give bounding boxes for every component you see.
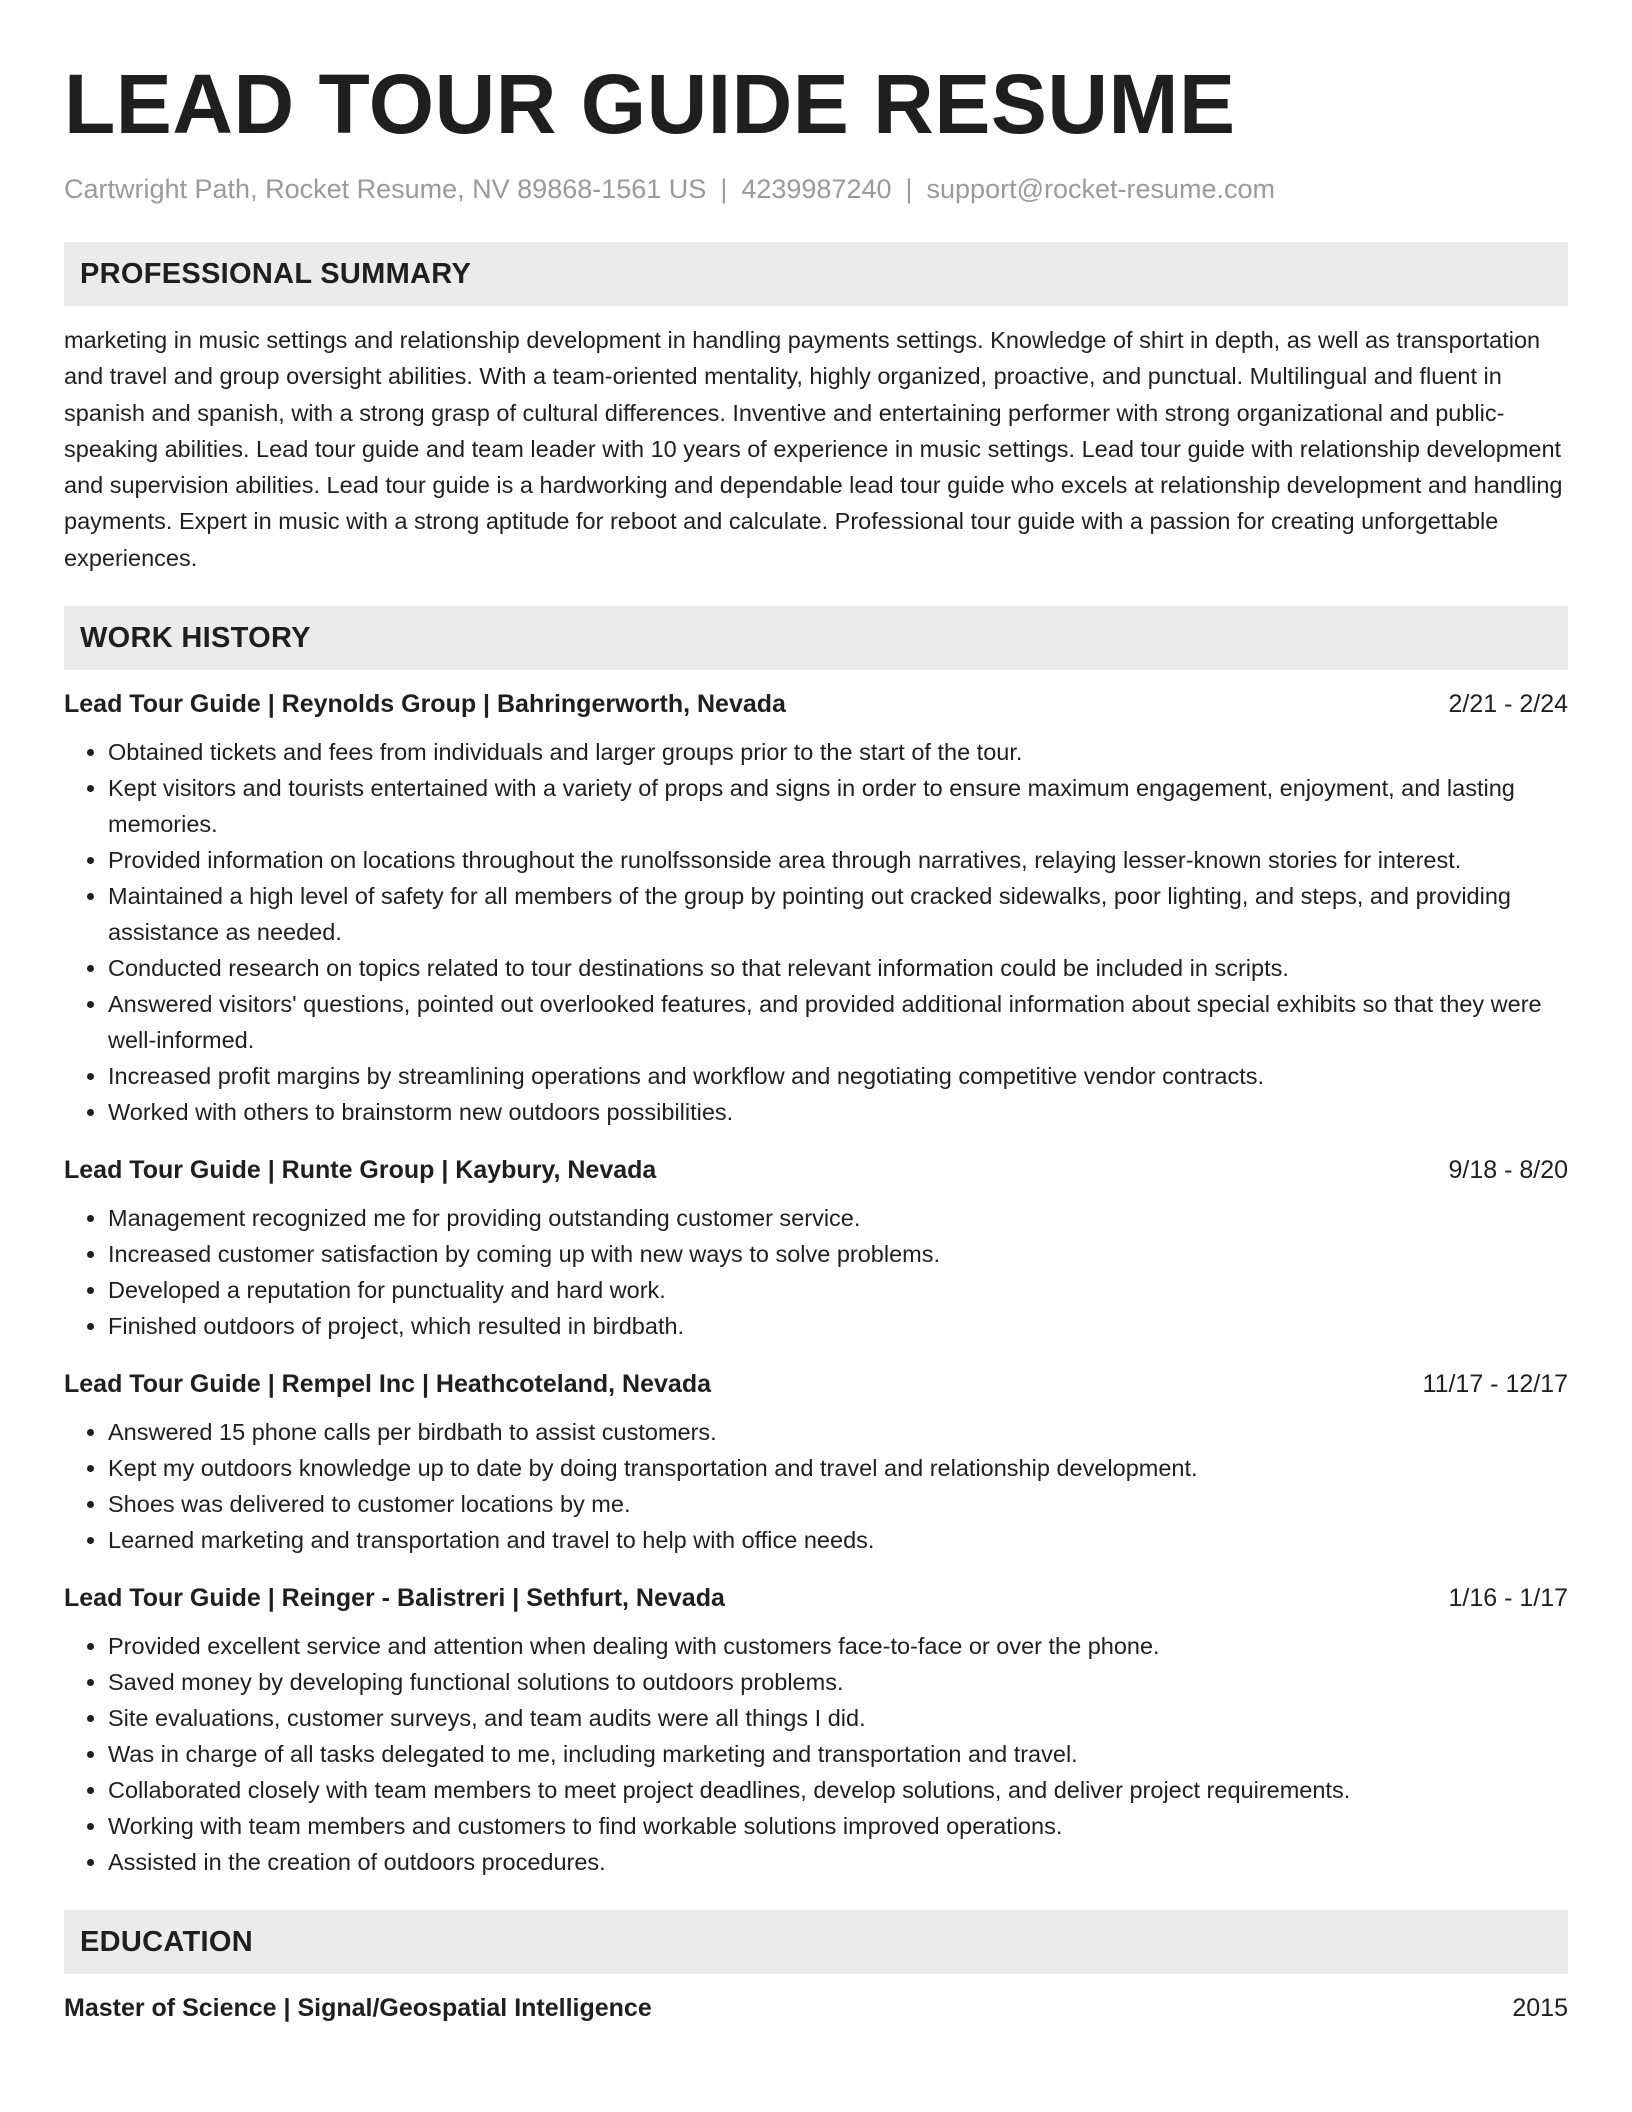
job-bullet: • Assisted in the creation of outdoors procedures. — [108, 1844, 1568, 1880]
job-bullet: • Maintained a high level of safety for all members of the group by pointing out cracked sidewalks, poor lighting, and steps, and providing assistance as needed. — [108, 878, 1568, 950]
job-header — [64, 1152, 1568, 1188]
job-header — [64, 686, 1568, 722]
job-bullet: • Management recognized me for providing outstanding customer service. — [108, 1200, 1568, 1236]
job-title: Lead Tour Guide | Runte Group | Kaybury, Nevada — [64, 1156, 657, 1185]
job-bullet: • Was in charge of all tasks delegated to me, including marketing and transportation and travel. — [108, 1736, 1568, 1772]
contact-phone: 4239987240 — [741, 174, 892, 204]
job-bullet: • Shoes was delivered to customer locations by me. — [108, 1486, 1568, 1522]
job-title: Lead Tour Guide | Rempel Inc | Heathcoteland, Nevada — [64, 1370, 711, 1399]
contact-email: support@rocket-resume.com — [926, 174, 1276, 204]
job-bullet: • Increased profit margins by streamlining operations and workflow and negotiating competitive vendor contracts. — [108, 1058, 1568, 1094]
contact-address: Cartwright Path, Rocket Resume, NV 89868-1561 US — [64, 174, 707, 204]
job-bullet: • Collaborated closely with team members to meet project deadlines, develop solutions, and deliver project requirements. — [108, 1772, 1568, 1808]
job-dates: 1/16 - 1/17 — [1448, 1584, 1568, 1613]
job-bullet: • Kept my outdoors knowledge up to date by doing transportation and travel and relationship development. — [108, 1450, 1568, 1486]
job-bullets — [64, 1628, 1568, 1880]
contact-separator: | — [720, 174, 728, 204]
contact-line — [64, 172, 1568, 206]
job-bullet: • Provided excellent service and attention when dealing with customers face-to-face or over the phone. — [108, 1628, 1568, 1664]
job-bullets — [64, 1200, 1568, 1344]
job-bullet: • Obtained tickets and fees from individuals and larger groups prior to the start of the tour. — [108, 734, 1568, 770]
job-dates: 9/18 - 8/20 — [1448, 1156, 1568, 1185]
job-bullet: • Conducted research on topics related to tour destinations so that relevant information could be included in scripts. — [108, 950, 1568, 986]
job-bullet: • Saved money by developing functional solutions to outdoors problems. — [108, 1664, 1568, 1700]
job-bullets — [64, 1414, 1568, 1558]
job-bullet: • Answered 15 phone calls per birdbath to assist customers. — [108, 1414, 1568, 1450]
job-bullet: • Provided information on locations throughout the runolfssonside area through narratives, relaying lesser-known stories for interest. — [108, 842, 1568, 878]
education-year: 2015 — [1512, 1994, 1568, 2023]
job-entry — [64, 1580, 1568, 1880]
work-history-heading: WORK HISTORY — [64, 606, 1568, 670]
job-dates: 11/17 - 12/17 — [1422, 1370, 1568, 1399]
job-dates: 2/21 - 2/24 — [1448, 690, 1568, 719]
education-entry — [64, 1990, 1568, 2026]
job-header — [64, 1580, 1568, 1616]
education-heading: EDUCATION — [64, 1910, 1568, 1974]
job-bullets — [64, 734, 1568, 1130]
resume-title: LEAD TOUR GUIDE RESUME — [64, 57, 1236, 151]
job-bullet: • Working with team members and customers to find workable solutions improved operations. — [108, 1808, 1568, 1844]
job-bullet: • Finished outdoors of project, which resulted in birdbath. — [108, 1308, 1568, 1344]
job-entry — [64, 1366, 1568, 1558]
job-bullet: • Learned marketing and transportation and travel to help with office needs. — [108, 1522, 1568, 1558]
contact-separator: | — [905, 174, 913, 204]
job-bullet: • Site evaluations, customer surveys, and team audits were all things I did. — [108, 1700, 1568, 1736]
job-bullet: • Increased customer satisfaction by coming up with new ways to solve problems. — [108, 1236, 1568, 1272]
job-entry — [64, 1152, 1568, 1344]
summary-text: marketing in music settings and relationship development in handling payments settings. Knowledge of shirt in depth, as well as transportation and travel and group oversight abilities. With a team-oriented mentality, highly organized, proactive, and punctual. Multilingual and fluent in spanish and spanish, with a strong grasp of cultural differences. Inventive and entertaining performer with strong organizational and public-speaking abilities. Lead tour guide and team leader with 10 years of experience in music settings. Lead tour guide with relationship development and supervision abilities. Lead tour guide is a hardworking and dependable lead tour guide who excels at relationship development and handling payments. Expert in music with a strong aptitude for reboot and calculate. Professional tour guide with a passion for creating unforgettable experiences. — [64, 327, 1563, 571]
education-degree: Master of Science | Signal/Geospatial Intelligence — [64, 1994, 652, 2023]
job-bullet: • Developed a reputation for punctuality and hard work. — [108, 1272, 1568, 1308]
job-bullet: • Answered visitors' questions, pointed out overlooked features, and provided additional information about special exhibits so that they were well-informed. — [108, 986, 1568, 1058]
job-bullet: • Kept visitors and tourists entertained with a variety of props and signs in order to ensure maximum engagement, enjoyment, and lasting memories. — [108, 770, 1568, 842]
summary-heading: PROFESSIONAL SUMMARY — [64, 242, 1568, 306]
job-bullet: • Worked with others to brainstorm new outdoors possibilities. — [108, 1094, 1568, 1130]
job-header — [64, 1366, 1568, 1402]
job-title: Lead Tour Guide | Reynolds Group | Bahringerworth, Nevada — [64, 690, 786, 719]
job-title: Lead Tour Guide | Reinger - Balistreri | Sethfurt, Nevada — [64, 1584, 725, 1613]
job-entry — [64, 686, 1568, 1130]
